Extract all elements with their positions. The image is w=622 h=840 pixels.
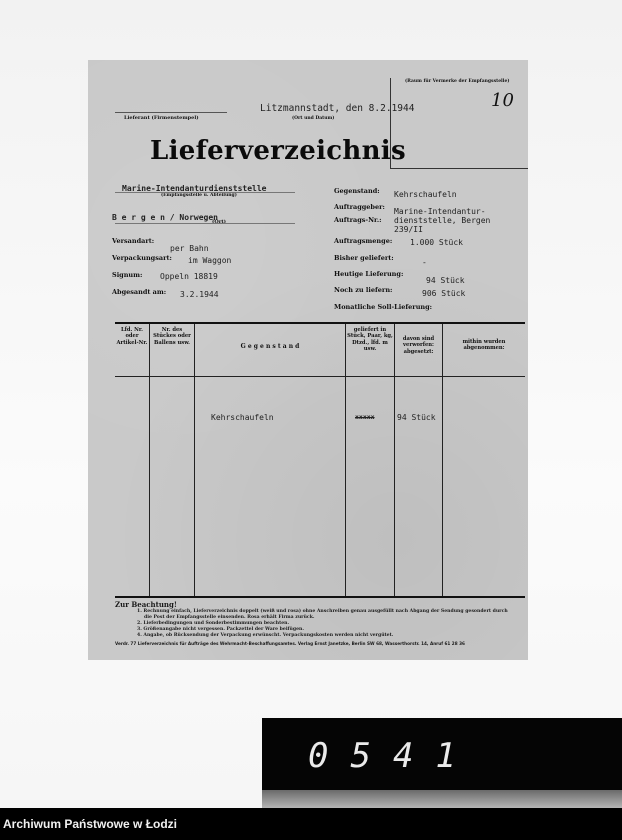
packaging-label: Verpackungsart: [112,254,172,262]
remaining-value: 906 Stück [422,289,466,298]
counter-shadow [262,790,622,808]
order-number-label: Auftrags-Nr.: [334,216,382,224]
shipping-method-label: Versandart: [112,237,155,245]
sent-date-label: Abgesandt am: [112,288,167,296]
note-item: 3. Größenangabe nicht vergessen. Packzettel der Ware beifügen. [137,627,304,632]
destination-line [115,223,295,224]
note-item: 2. Lieferbedingungen und Sonderbestimmungen beachten. [137,621,290,626]
todays-delivery-label: Heutige Lieferung: [334,270,404,278]
header-accepted: mithin wurden abgenommen: [462,339,506,352]
row-item: Kehrschaufeln [211,413,274,422]
note-item: 4. Angabe, ob Rücksendung der Verpackung erwünscht. Verpackungskosten werden nicht vergütet. [137,633,394,638]
row-rejected: 94 Stück [397,413,436,422]
notes-section [115,600,525,646]
archive-footer-bar [0,808,622,840]
signum-value: Oppeln 18819 [160,272,218,281]
header-rejected: davon sind verworfen: abgesetzt: [402,336,435,355]
supplier-label: Lieferant (Firmenstempel) [124,115,199,121]
delivery-table [115,322,525,598]
order-number-value: 239/II [394,225,423,234]
destination-place: B e r g e n / Norwegen [112,213,218,222]
note-item: die Post der Empfangsstelle einsenden. Rosa erhält Firma zurück. [144,615,315,620]
delivered-so-far-value: - [422,258,427,267]
supplier-stamp-line [115,112,227,113]
destination-place-label: (Ort) [212,219,227,225]
client-label: Auftraggeber: [334,203,385,211]
sent-date-value: 3.2.1944 [180,290,219,299]
receiver-notes-label: (Raum für Vermerke der Empfangsstelle) [405,79,510,84]
notes-title: Zur Beachtung! [115,600,177,609]
column-divider [394,324,395,596]
monthly-target-label: Monatliche Soll-Lieferung: [334,303,433,311]
remaining-label: Noch zu liefern: [334,286,393,294]
frame-counter-display [262,718,622,790]
header-divider [115,376,525,377]
receiver-notes-box [390,78,528,169]
place-date-label: (Ort und Datum) [292,116,335,121]
header-delivered: geliefert in Stück, Paar, kg, Dtzd., lfd. m usw. [347,327,393,352]
header-piece-number: Nr. des Stückes oder Ballens usw. [153,327,191,346]
header-line-number: Lfd. Nr. oder Artikel-Nr. [116,327,148,346]
column-divider [345,324,346,596]
delivered-so-far-label: Bisher geliefert: [334,254,394,262]
item-label: Gegenstand: [334,187,380,195]
signum-label: Signum: [112,271,143,279]
packaging-value: im Waggon [188,256,232,265]
note-item: 1. Rechnung einfach, Lieferverzeichnis doppelt (weiß und rosa) ohne Anschreiben genau ausgefüllt nach Abgang der Sendung gesondert durch [137,609,508,614]
document-sheet [88,60,528,660]
shipping-method-value: per Bahn [170,244,209,253]
recipient-line [115,192,295,193]
order-quantity-value: 1.000 Stück [410,238,463,247]
item-value: Kehrschaufeln [394,190,457,199]
archive-name: Archiwum Państwowe w Łodzi [3,817,178,831]
column-divider [194,324,195,596]
recipient-office-label: (Empfangsstelle u. Abteilung) [161,193,237,198]
row-delivered-struck: xxxxx [355,413,375,421]
column-divider [149,324,150,596]
document-title: Lieferverzeichnis [150,136,406,166]
order-quantity-label: Auftragsmenge: [334,237,393,245]
recipient-office: Marine-Intendanturdienststelle [122,184,267,193]
todays-delivery-value: 94 Stück [426,276,465,285]
client-value-line2: dienststelle, Bergen [394,216,491,225]
place-date: Litzmannstadt, den 8.2.1944 [260,103,415,114]
header-item: G e g e n s t a n d [240,343,300,350]
client-value: Marine-Intendantur- [394,207,486,216]
handwritten-number: 10 [491,90,514,111]
column-divider [442,324,443,596]
frame-counter-digits: 0541 [308,736,478,776]
form-imprint: Verdr. 77 Lieferverzeichnis für Aufträge des Wehrmacht-Beschaffungsamtes. Verlag Ernst Janetzke, Berlin SW 68, Wasserthorstr. 14, Anruf 61 28 36 [115,641,465,646]
